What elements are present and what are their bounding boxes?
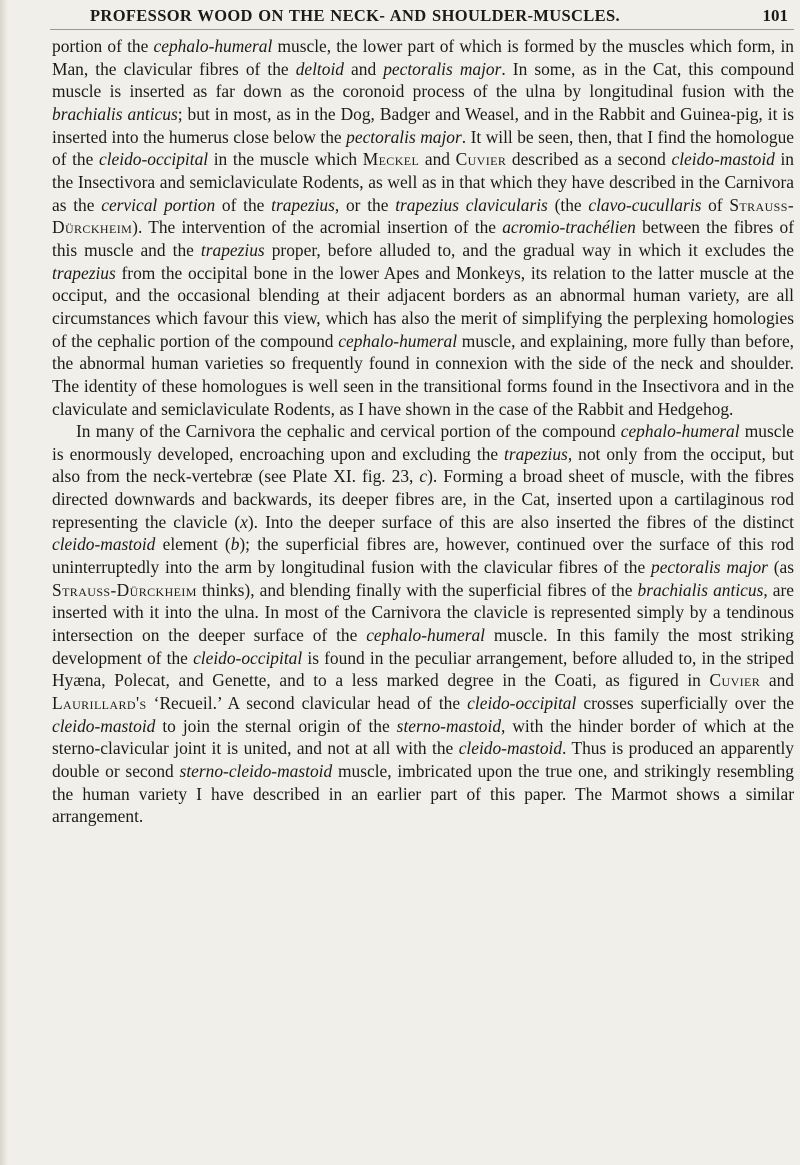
italic-term: cleido-mastoid [671,149,775,170]
text-run: muscle, imbricated upon the true one, and strikingly resembling the human variety I have described in an earlier part of this paper. The Marmot shows a similar arrangement. [52,761,795,827]
text-run: and [419,149,456,170]
text-run: . Thus is produced an apparently double or second [52,738,794,781]
text-run: described as a second [506,149,672,170]
body-text [52,35,794,828]
text-run: In many of the Carnivora the cephalic and cervical portion of the compound [76,421,621,442]
italic-term: acromio-trachélien [502,217,636,238]
italic-term: cleido-occipital [98,149,209,170]
italic-term: pectoralis major [346,126,462,147]
text-run: . It will be seen, then, that I find the homologue of the [52,126,794,170]
text-run: from the occipital bone in the lower Apes and Monkeys, its relation to the latter muscle at the occiput, and the occasional blending at their adjacent borders as an abnormal human variety, are all circumstances which favour this view, which has also the merit of simplifying the perplexing homologies of the cephalic portion of the compound [52,262,794,351]
text-run: , or the [334,194,396,215]
text-run: element ( [155,534,231,555]
text-run: ). Into the deeper surface of this are also inserted the fibres of the distinct [247,511,794,532]
italic-term: cervical portion [101,194,216,215]
header-rule [50,29,794,30]
italic-term: cephalo-humeral [338,330,458,351]
text-run: ‘Recueil.’ A second clavicular head of the [146,693,468,714]
text-run: , are inserted with it into the ulna. In most of the Carnivora the clavicle is represented simply by a tendinous intersection on the deeper surface of the [52,579,794,646]
italic-term: cephalo-humeral [153,36,273,56]
italic-term: brachialis anticus [52,103,178,124]
text-run: in the Insectivora and semiclaviculate Rodents, as well as in that which they have described in the Carnivora as the [52,149,794,215]
italic-term: trapezius [52,262,116,283]
italic-term: brachialis anticus [637,579,764,600]
text-run: (the [547,194,589,215]
text-run: of the [215,194,272,215]
text-run: in the muscle which [208,149,363,170]
italic-term: cleido-occipital [193,647,303,668]
paragraph [52,35,794,420]
paragraph [52,420,794,828]
running-header [52,4,794,28]
italic-term: pectoralis major [383,58,502,79]
text-run: muscle, the lower part of which is formed by the muscles which form, in Man, the clavicular fibres of the [52,36,794,79]
italic-term: trapezius [504,443,568,464]
text-run: is found in the peculiar arrangement, before alluded to, in the striped Hyæna, Polecat, and Genette, and to a less marked degree in the Coati, as figured in [52,647,794,691]
italic-term: trapezius [200,239,265,260]
italic-term: cephalo-humeral [620,421,740,442]
italic-term: sterno-cleido-mastoid [179,761,333,781]
text-run: and [760,670,794,691]
page-number: 101 [762,6,788,25]
text-run: ; but in most, as in the Dog, Badger and Weasel, and in the Rabbit and Guinea-pig, it is inserted into the humerus close below the [52,103,794,147]
italic-term: c [419,466,428,487]
italic-term: pectoralis major [651,557,768,578]
text-run: proper, before alluded to, and the gradual way in which it excludes the [264,239,794,260]
text-run: . In some, as in the Cat, this compound muscle is inserted as far down as the coronoid process of the ulna by longitudinal fusion with the [52,58,795,102]
italic-term: trapezius [271,194,335,215]
italic-term: clavo-cucullaris [588,194,702,215]
italic-term: trapezius clavicularis [395,194,548,215]
author-name: Cuvier [455,149,507,170]
italic-term: sterno-mastoid [396,715,502,736]
text-run: (as [767,557,795,578]
italic-term: x [240,511,248,532]
italic-term: cleido-occipital [467,693,577,714]
text-run: thinks), and blending finally with the superficial fibres of the [196,579,638,600]
text-run: muscle. In this family the most striking development of the [52,625,794,668]
text-run: of [701,194,730,215]
text-run: crosses superficially over the [576,693,795,714]
italic-term: deltoid [295,58,344,79]
text-run: , not only from the occiput, but also from the neck-vertebræ (see Plate XI. fig. 23, [52,443,794,487]
text-run: between the fibres of this muscle and the [52,217,794,260]
text-run: portion of the [52,36,154,56]
text-run: to join the sternal origin of the [155,715,397,736]
author-name: Meckel [362,149,420,170]
italic-term: cleido-mastoid [458,738,563,759]
text-run: ). Forming a broad sheet of muscle, with the fibres directed downwards and backwards, its deeper fibres are, in the Cat, inserted upon a cartilaginous rod representing the clavicle ( [52,466,794,532]
italic-term: cephalo-humeral [366,625,486,646]
italic-term: b [230,534,240,555]
text-run: and [344,58,384,79]
text-run: , with the hinder border of which at the sterno-clavicular joint it is united, and not at all with the [52,715,794,759]
page-edge-shadow [0,0,8,1165]
italic-term: cleido-mastoid [52,715,156,736]
author-name: Laurillard's [52,693,147,714]
text-run: ); the superficial fibres are, however, continued over the surface of this rod uninterruptedly into the arm by longitudinal fusion with the clavicular fibres of the [52,534,794,578]
running-title: PROFESSOR WOOD ON THE NECK- AND SHOULDER-MUSCLES. [90,6,620,25]
text-run: ). The intervention of the acromial insertion of the [132,217,503,238]
author-name: Cuvier [709,670,761,691]
text-run: muscle is enormously developed, encroaching upon and excluding the [52,421,795,464]
author-name: Strauss-Dürckheim [52,194,795,238]
author-name: Strauss-Dürckheim [52,579,197,600]
italic-term: cleido-mastoid [52,534,156,555]
text-run: muscle, and explaining, more fully than before, the abnormal human varieties so frequently found in connexion with the side of the neck and shoulder. The identity of these homologues is well seen in the transitional forms found in the Insectivora and in the claviculate and semiclaviculate Rodents, as I have shown in the case of the Rabbit and Hedgehog. [52,330,795,419]
